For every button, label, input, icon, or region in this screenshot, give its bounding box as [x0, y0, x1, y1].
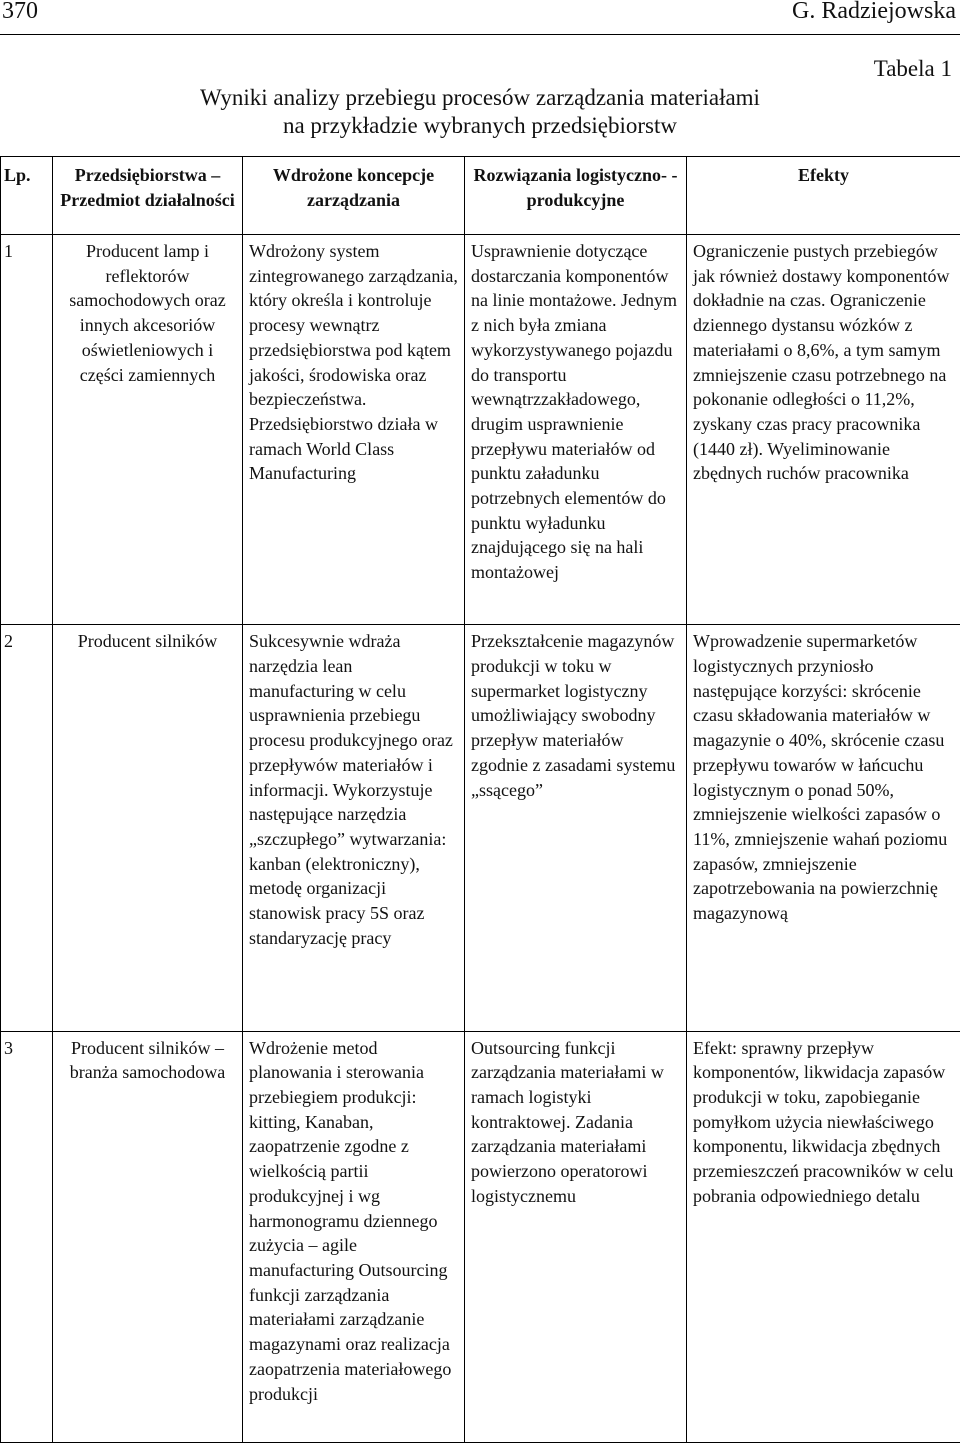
table-title-line-1: Wyniki analizy przebiegu procesów zarządzania materiałami — [200, 85, 760, 110]
concepts-cell: Wdrożenie metod planowania i sterowania przebiegiem produkcji: kitting, Kanaban, zaopatrzenie zgodne z wielkością partii produkcyjnej i wg harmonogramu dziennego zużycia – agile manufacturing Outsourcing funkcji zarządzania materiałami zarządzanie magazynami oraz realizacja zaopatrzenia materiałowego produkcji — [243, 1031, 465, 1442]
table-title — [110, 84, 850, 140]
concepts-cell: Wdrożony system zintegrowanego zarządzania, który określa i kontroluje procesy wewnątrz przedsiębiorstwa pod kątem jakości, środowiska oraz bezpieczeństwa. Przedsiębiorstwo działa w ramach World Class Manufacturing — [243, 235, 465, 625]
concepts-cell: Sukcesywnie wdraża narzędzia lean manufacturing w celu usprawnienia przebiegu procesu produkcyjnego oraz przepływów materiałów i informacji. Wykorzystuje następujące narzędzia „szczupłego” wytwarzania: kanban (elektroniczny), metodę organizacji stanowisk pracy 5S oraz standaryzację pracy — [243, 625, 465, 1031]
results-table-container — [0, 156, 960, 1443]
table-label: Tabela 1 — [873, 56, 952, 81]
page-number: 370 — [2, 0, 38, 24]
company-cell: Producent silników – branża samochodowa — [53, 1031, 243, 1442]
running-head-author: G. Radziejowska — [792, 0, 956, 24]
column-header-effects: Efekty — [687, 157, 960, 235]
column-header-company: Przedsiębiorstwa – Przedmiot działalności — [53, 157, 243, 235]
column-header-lp: Lp. — [1, 157, 53, 235]
solutions-cell: Przekształcenie magazynów produkcji w toku w supermarket logistyczny umożliwiający swobodny przepływ materiałów zgodnie z zasadami systemu „ssącego” — [465, 625, 687, 1031]
table-title-line-2: na przykładzie wybranych przedsiębiorstw — [282, 113, 678, 138]
company-cell: Producent lamp i reflektorów samochodowych oraz innych akcesoriów oświetleniowych i części zamiennych — [53, 235, 243, 625]
effects-cell: Efekt: sprawny przepływ komponentów, likwidacja zapasów produkcji w toku, zapobieganie pomyłkom użycia niewłaściwego komponentu, likwidacja zbędnych przemieszczeń pracowników w celu pobrania odpowiedniego detalu — [687, 1031, 960, 1442]
solutions-cell: Usprawnienie dotyczące dostarczania komponentów na linie montażowe. Jednym z nich była zmiana wykorzystywanego pojazdu do transportu wewnątrzzakładowego, drugim usprawnienie przepływu materiałów od punktu załadunku potrzebnych elementów do punktu wyładunku znajdującego się na hali montażowej — [465, 235, 687, 625]
column-header-concepts: Wdrożone koncepcje zarządzania — [243, 157, 465, 235]
table-row — [1, 625, 960, 1031]
effects-cell: Wprowadzenie supermarketów logistycznych przyniosło następujące korzyści: skrócenie czasu składowania materiałów w magazynie o 40%, skrócenie czasu przepływu towarów w łańcuchu logistycznym o ponad 50%, zmniejszenie wielkości zapasów o 11%, zmniejszenie wahań poziomu zapasów, zmniejszenie zapotrzebowania na powierzchnię magazynową — [687, 625, 960, 1031]
effects-cell: Ograniczenie pustych przebiegów jak również dostawy komponentów dokładnie na czas. Ograniczenie dziennego dystansu wózków z materiałami o 8,6%, a tym samym zmniejszenie czasu potrzebnego na pokonanie odległości o 11,2%, zyskany czas pracy pracownika (1440 zł). Wyeliminowanie zbędnych ruchów pracownika — [687, 235, 960, 625]
table-row — [1, 1031, 960, 1442]
row-number: 1 — [1, 235, 53, 625]
header-rule — [0, 34, 960, 35]
row-number: 3 — [1, 1031, 53, 1442]
company-cell: Producent silników — [53, 625, 243, 1031]
solutions-cell: Outsourcing funkcji zarządzania materiałami w ramach logistyki kontraktowej. Zadania zarządzania materiałami powierzono operatorowi logistycznemu — [465, 1031, 687, 1442]
results-table — [0, 156, 960, 1443]
column-header-solutions: Rozwiązania logistyczno- -produkcyjne — [465, 157, 687, 235]
row-number: 2 — [1, 625, 53, 1031]
table-header-row — [1, 157, 960, 235]
table-row — [1, 235, 960, 625]
